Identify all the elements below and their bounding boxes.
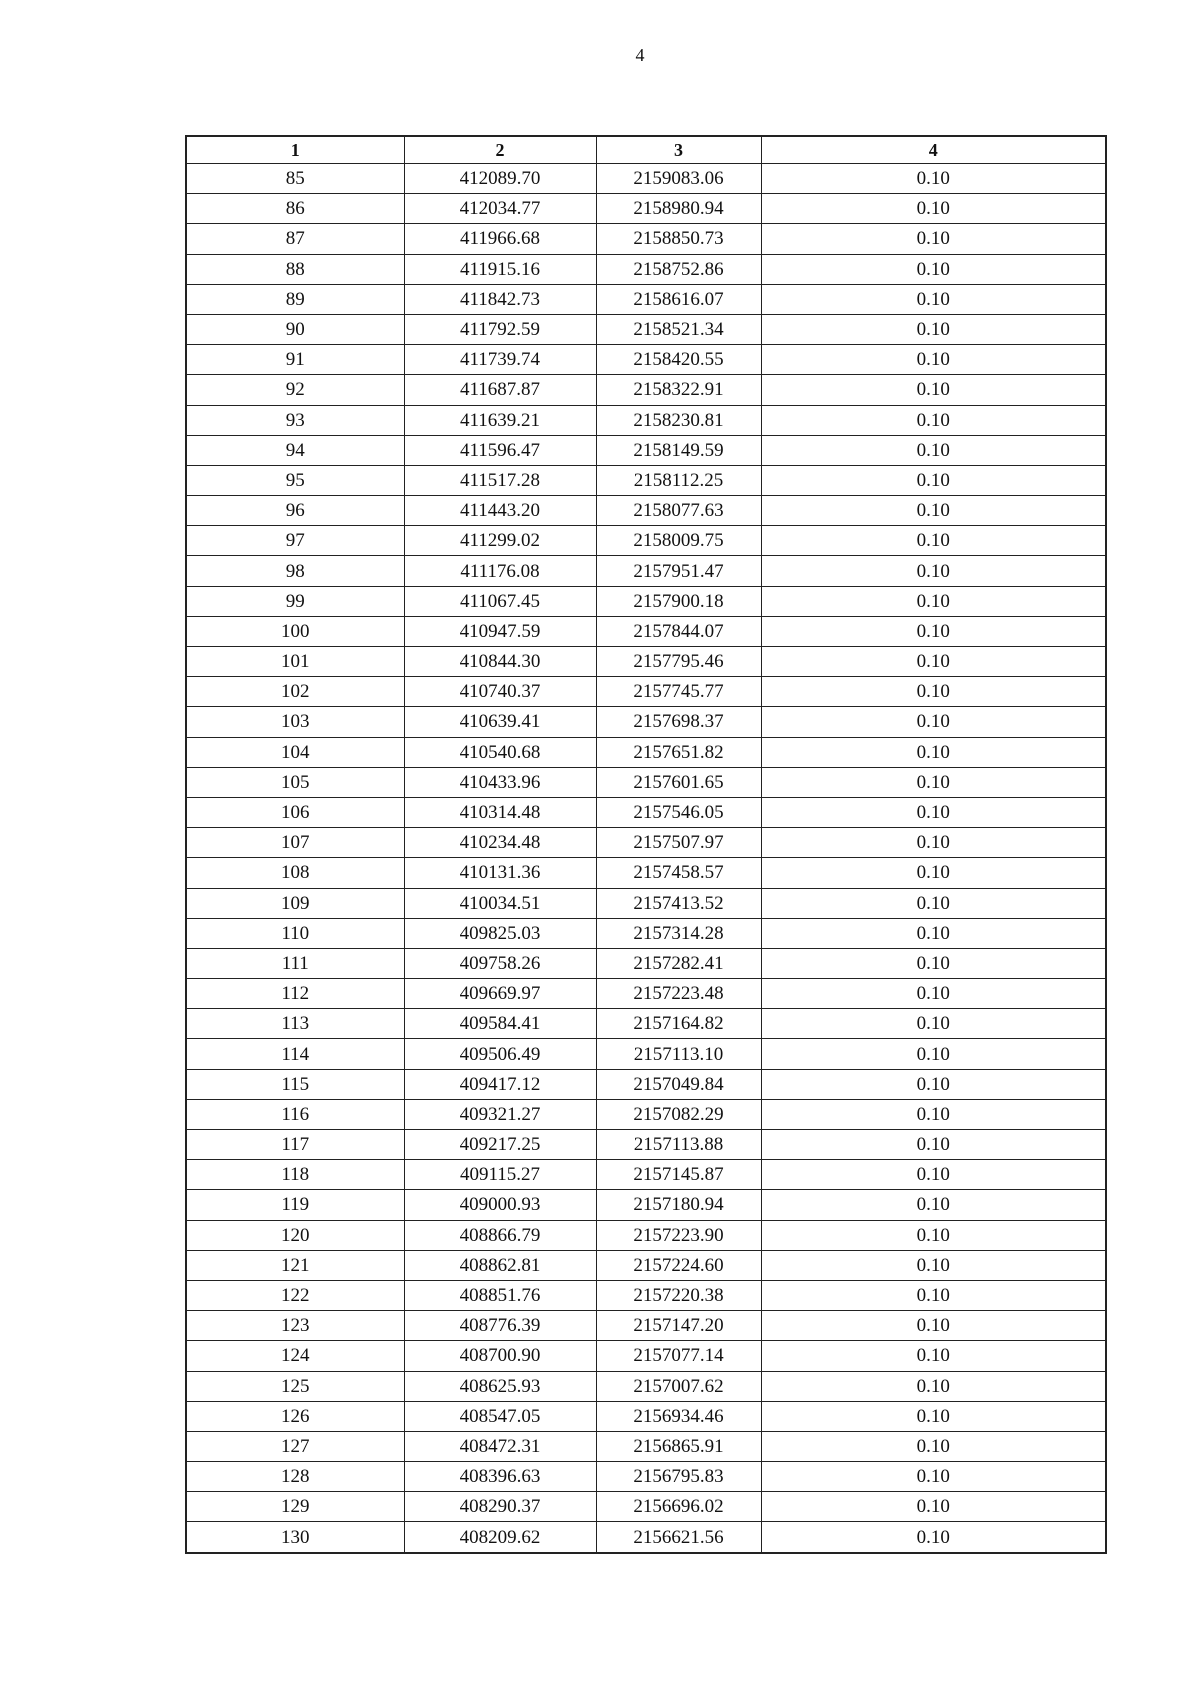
table-cell: 0.10	[761, 345, 1106, 375]
table-row	[186, 1311, 1106, 1341]
table-cell: 118	[186, 1160, 404, 1190]
table-cell: 125	[186, 1371, 404, 1401]
table-cell: 2156795.83	[596, 1462, 761, 1492]
table-cell: 0.10	[761, 647, 1106, 677]
table-cell: 93	[186, 405, 404, 435]
table-cell: 0.10	[761, 979, 1106, 1009]
table-cell: 409758.26	[404, 948, 596, 978]
table-cell: 0.10	[761, 1492, 1106, 1522]
table-row	[186, 224, 1106, 254]
table-cell: 2157651.82	[596, 737, 761, 767]
table-cell: 408396.63	[404, 1462, 596, 1492]
table-cell: 2157147.20	[596, 1311, 761, 1341]
table-cell: 411687.87	[404, 375, 596, 405]
table-cell: 114	[186, 1039, 404, 1069]
table-cell: 123	[186, 1311, 404, 1341]
table-cell: 410433.96	[404, 767, 596, 797]
table-cell: 0.10	[761, 526, 1106, 556]
table-cell: 2157223.48	[596, 979, 761, 1009]
table-cell: 86	[186, 194, 404, 224]
table-cell: 0.10	[761, 224, 1106, 254]
table-cell: 113	[186, 1009, 404, 1039]
table-cell: 116	[186, 1099, 404, 1129]
table-row	[186, 858, 1106, 888]
table-row	[186, 707, 1106, 737]
table-row	[186, 314, 1106, 344]
table-cell: 2157223.90	[596, 1220, 761, 1250]
table-cell: 0.10	[761, 1099, 1106, 1129]
table-cell: 2157224.60	[596, 1250, 761, 1280]
table-cell: 122	[186, 1280, 404, 1310]
table-cell: 109	[186, 888, 404, 918]
header-row	[186, 136, 1106, 164]
table-cell: 2158149.59	[596, 435, 761, 465]
table-cell: 0.10	[761, 586, 1106, 616]
table-cell: 2159083.06	[596, 164, 761, 194]
table-row	[186, 496, 1106, 526]
table-cell: 409000.93	[404, 1190, 596, 1220]
table-cell: 85	[186, 164, 404, 194]
table-row	[186, 194, 1106, 224]
table-row	[186, 647, 1106, 677]
table-cell: 2156865.91	[596, 1431, 761, 1461]
table-cell: 0.10	[761, 496, 1106, 526]
table-row	[186, 616, 1106, 646]
table-row	[186, 375, 1106, 405]
table-cell: 120	[186, 1220, 404, 1250]
table-cell: 409506.49	[404, 1039, 596, 1069]
table-cell: 119	[186, 1190, 404, 1220]
table-cell: 2158420.55	[596, 345, 761, 375]
table-row	[186, 164, 1106, 194]
table-cell: 411176.08	[404, 556, 596, 586]
table-cell: 411842.73	[404, 284, 596, 314]
table-cell: 412034.77	[404, 194, 596, 224]
table-cell: 0.10	[761, 164, 1106, 194]
table-row	[186, 1099, 1106, 1129]
table-cell: 0.10	[761, 1522, 1106, 1553]
table-cell: 411966.68	[404, 224, 596, 254]
table-cell: 0.10	[761, 375, 1106, 405]
table-cell: 411517.28	[404, 465, 596, 495]
table-cell: 410844.30	[404, 647, 596, 677]
table-cell: 2157745.77	[596, 677, 761, 707]
table-cell: 0.10	[761, 1280, 1106, 1310]
table-cell: 2158230.81	[596, 405, 761, 435]
table-cell: 0.10	[761, 1341, 1106, 1371]
table-cell: 2158009.75	[596, 526, 761, 556]
table-row	[186, 918, 1106, 948]
table-cell: 121	[186, 1250, 404, 1280]
table-row	[186, 586, 1106, 616]
table-row	[186, 737, 1106, 767]
table-row	[186, 828, 1106, 858]
table-cell: 91	[186, 345, 404, 375]
table-cell: 0.10	[761, 1039, 1106, 1069]
table-row	[186, 797, 1106, 827]
table-row	[186, 1341, 1106, 1371]
table-cell: 410540.68	[404, 737, 596, 767]
table-cell: 2157282.41	[596, 948, 761, 978]
table-cell: 0.10	[761, 858, 1106, 888]
table-cell: 2158752.86	[596, 254, 761, 284]
table-cell: 0.10	[761, 1431, 1106, 1461]
table-row	[186, 1462, 1106, 1492]
table-row	[186, 1009, 1106, 1039]
column-header: 3	[596, 136, 761, 164]
table-cell: 104	[186, 737, 404, 767]
table-cell: 411639.21	[404, 405, 596, 435]
coordinates-table	[185, 135, 1107, 1554]
table-cell: 409669.97	[404, 979, 596, 1009]
table-cell: 408851.76	[404, 1280, 596, 1310]
table-cell: 408776.39	[404, 1311, 596, 1341]
table-cell: 0.10	[761, 797, 1106, 827]
table-cell: 108	[186, 858, 404, 888]
column-header: 1	[186, 136, 404, 164]
table-cell: 0.10	[761, 737, 1106, 767]
table-cell: 408209.62	[404, 1522, 596, 1553]
table-cell: 2157601.65	[596, 767, 761, 797]
table-cell: 411915.16	[404, 254, 596, 284]
table-cell: 124	[186, 1341, 404, 1371]
table-row	[186, 405, 1106, 435]
table-row	[186, 435, 1106, 465]
table-row	[186, 1069, 1106, 1099]
table-cell: 0.10	[761, 948, 1106, 978]
table-cell: 2156934.46	[596, 1401, 761, 1431]
table-cell: 408472.31	[404, 1431, 596, 1461]
table-cell: 95	[186, 465, 404, 495]
table-row	[186, 1220, 1106, 1250]
table-cell: 117	[186, 1130, 404, 1160]
table-cell: 0.10	[761, 435, 1106, 465]
table-cell: 0.10	[761, 1250, 1106, 1280]
table-cell: 2156621.56	[596, 1522, 761, 1553]
table-cell: 0.10	[761, 1401, 1106, 1431]
table-cell: 94	[186, 435, 404, 465]
table-row	[186, 556, 1106, 586]
table-cell: 411067.45	[404, 586, 596, 616]
table-row	[186, 526, 1106, 556]
table-cell: 0.10	[761, 888, 1106, 918]
table-row	[186, 767, 1106, 797]
table-cell: 2157413.52	[596, 888, 761, 918]
table-cell: 0.10	[761, 1311, 1106, 1341]
column-header: 4	[761, 136, 1106, 164]
table-cell: 2157145.87	[596, 1160, 761, 1190]
table-row	[186, 1130, 1106, 1160]
table-row	[186, 1492, 1106, 1522]
table-cell: 110	[186, 918, 404, 948]
table-cell: 411792.59	[404, 314, 596, 344]
table-cell: 96	[186, 496, 404, 526]
table-row	[186, 284, 1106, 314]
table-row	[186, 677, 1106, 707]
table-row	[186, 1431, 1106, 1461]
table-cell: 0.10	[761, 677, 1106, 707]
table-cell: 409825.03	[404, 918, 596, 948]
table-cell: 411596.47	[404, 435, 596, 465]
table-row	[186, 345, 1106, 375]
table-cell: 0.10	[761, 1462, 1106, 1492]
table-row	[186, 1280, 1106, 1310]
table-cell: 128	[186, 1462, 404, 1492]
table-cell: 2157951.47	[596, 556, 761, 586]
table-cell: 2157164.82	[596, 1009, 761, 1039]
table-cell: 2158850.73	[596, 224, 761, 254]
table-row	[186, 1401, 1106, 1431]
table-cell: 408625.93	[404, 1371, 596, 1401]
table-header	[186, 136, 1106, 164]
table-cell: 2157082.29	[596, 1099, 761, 1129]
table-cell: 126	[186, 1401, 404, 1431]
table-cell: 2157698.37	[596, 707, 761, 737]
table-cell: 0.10	[761, 1190, 1106, 1220]
table-cell: 411299.02	[404, 526, 596, 556]
table-cell: 112	[186, 979, 404, 1009]
table-row	[186, 1371, 1106, 1401]
table-cell: 2158521.34	[596, 314, 761, 344]
table-cell: 0.10	[761, 556, 1106, 586]
table-cell: 0.10	[761, 616, 1106, 646]
table-cell: 2157314.28	[596, 918, 761, 948]
table-cell: 2157180.94	[596, 1190, 761, 1220]
table-cell: 408866.79	[404, 1220, 596, 1250]
table-cell: 101	[186, 647, 404, 677]
table-cell: 0.10	[761, 1069, 1106, 1099]
coordinates-table-container	[185, 135, 1105, 1554]
table-cell: 0.10	[761, 465, 1106, 495]
table-cell: 127	[186, 1431, 404, 1461]
table-cell: 105	[186, 767, 404, 797]
table-cell: 0.10	[761, 767, 1106, 797]
table-body	[186, 164, 1106, 1553]
table-cell: 107	[186, 828, 404, 858]
table-cell: 0.10	[761, 1220, 1106, 1250]
table-cell: 2156696.02	[596, 1492, 761, 1522]
table-row	[186, 1039, 1106, 1069]
table-cell: 103	[186, 707, 404, 737]
table-cell: 90	[186, 314, 404, 344]
table-cell: 2157844.07	[596, 616, 761, 646]
table-row	[186, 948, 1106, 978]
table-cell: 409115.27	[404, 1160, 596, 1190]
table-cell: 409217.25	[404, 1130, 596, 1160]
table-cell: 2157077.14	[596, 1341, 761, 1371]
table-cell: 106	[186, 797, 404, 827]
table-cell: 411443.20	[404, 496, 596, 526]
table-cell: 0.10	[761, 405, 1106, 435]
table-row	[186, 888, 1106, 918]
table-row	[186, 1522, 1106, 1553]
table-cell: 0.10	[761, 194, 1106, 224]
table-cell: 410314.48	[404, 797, 596, 827]
table-cell: 412089.70	[404, 164, 596, 194]
table-cell: 0.10	[761, 1009, 1106, 1039]
table-cell: 410740.37	[404, 677, 596, 707]
table-cell: 111	[186, 948, 404, 978]
table-cell: 2157007.62	[596, 1371, 761, 1401]
table-cell: 408547.05	[404, 1401, 596, 1431]
table-cell: 0.10	[761, 707, 1106, 737]
table-cell: 410034.51	[404, 888, 596, 918]
page-number: 4	[635, 45, 645, 65]
table-cell: 2158616.07	[596, 284, 761, 314]
table-cell: 2157113.10	[596, 1039, 761, 1069]
table-cell: 0.10	[761, 284, 1106, 314]
table-cell: 2157220.38	[596, 1280, 761, 1310]
table-cell: 87	[186, 224, 404, 254]
table-row	[186, 1190, 1106, 1220]
table-cell: 89	[186, 284, 404, 314]
table-cell: 2158112.25	[596, 465, 761, 495]
table-cell: 408290.37	[404, 1492, 596, 1522]
table-cell: 408862.81	[404, 1250, 596, 1280]
table-cell: 2157900.18	[596, 586, 761, 616]
table-cell: 0.10	[761, 1371, 1106, 1401]
table-cell: 2157546.05	[596, 797, 761, 827]
table-cell: 0.10	[761, 828, 1106, 858]
table-row	[186, 1250, 1106, 1280]
table-cell: 2158077.63	[596, 496, 761, 526]
table-cell: 2158322.91	[596, 375, 761, 405]
table-cell: 115	[186, 1069, 404, 1099]
table-cell: 411739.74	[404, 345, 596, 375]
table-cell: 410947.59	[404, 616, 596, 646]
table-cell: 408700.90	[404, 1341, 596, 1371]
table-cell: 2157049.84	[596, 1069, 761, 1099]
table-cell: 410234.48	[404, 828, 596, 858]
table-cell: 129	[186, 1492, 404, 1522]
table-cell: 0.10	[761, 1130, 1106, 1160]
table-cell: 2157507.97	[596, 828, 761, 858]
table-cell: 0.10	[761, 918, 1106, 948]
table-cell: 92	[186, 375, 404, 405]
table-cell: 130	[186, 1522, 404, 1553]
table-cell: 98	[186, 556, 404, 586]
table-cell: 0.10	[761, 314, 1106, 344]
table-cell: 97	[186, 526, 404, 556]
table-cell: 410131.36	[404, 858, 596, 888]
table-row	[186, 1160, 1106, 1190]
table-row	[186, 254, 1106, 284]
table-row	[186, 979, 1106, 1009]
table-cell: 102	[186, 677, 404, 707]
table-cell: 410639.41	[404, 707, 596, 737]
table-row	[186, 465, 1106, 495]
table-cell: 0.10	[761, 1160, 1106, 1190]
table-cell: 99	[186, 586, 404, 616]
table-cell: 2158980.94	[596, 194, 761, 224]
table-cell: 88	[186, 254, 404, 284]
table-cell: 409417.12	[404, 1069, 596, 1099]
table-cell: 409321.27	[404, 1099, 596, 1129]
table-cell: 409584.41	[404, 1009, 596, 1039]
table-cell: 0.10	[761, 254, 1106, 284]
table-cell: 2157795.46	[596, 647, 761, 677]
column-header: 2	[404, 136, 596, 164]
table-cell: 2157458.57	[596, 858, 761, 888]
table-cell: 100	[186, 616, 404, 646]
table-cell: 2157113.88	[596, 1130, 761, 1160]
